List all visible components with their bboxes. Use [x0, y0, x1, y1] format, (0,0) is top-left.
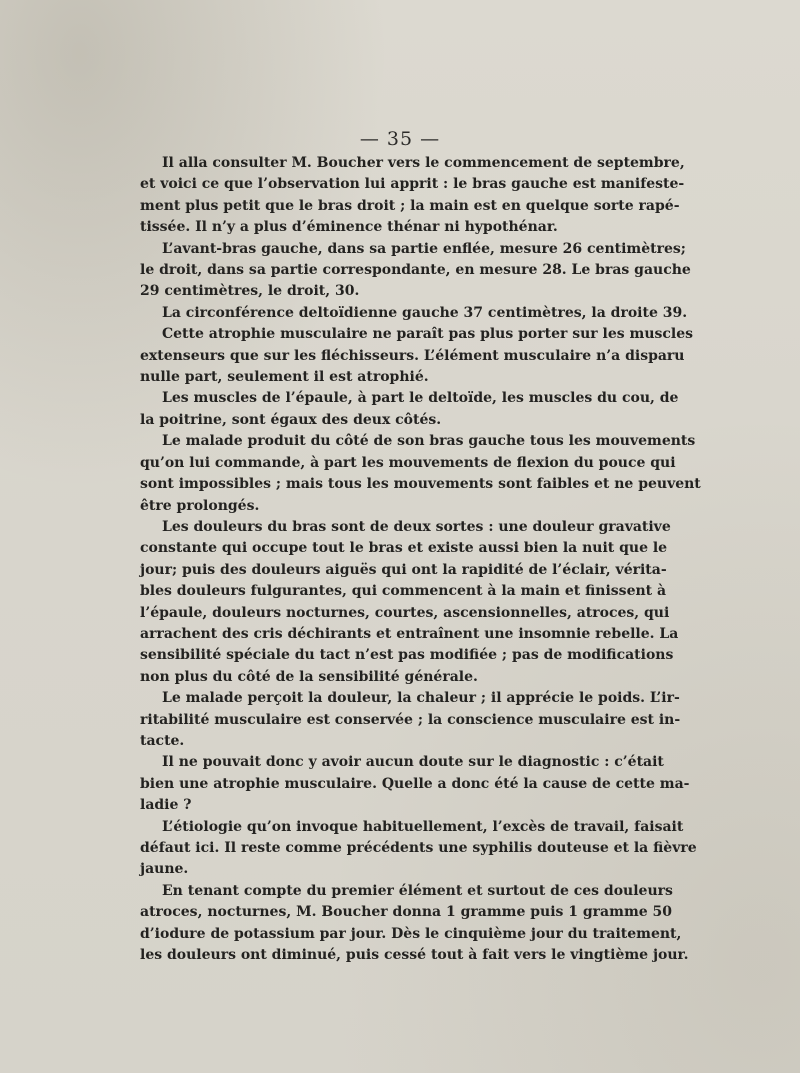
paragraph: [140, 324, 694, 388]
paragraph: [140, 388, 679, 431]
paragraph: [140, 881, 689, 967]
text-line: nulle part, seulement il est atrophié.: [140, 369, 429, 386]
text-line: d’iodure de potassium par jour. Dès le cinquième jour du traitement,: [140, 925, 682, 942]
text-line: les douleurs ont diminué, puis cessé tout à fait vers le vingtième jour.: [140, 947, 689, 964]
paragraph: [140, 517, 679, 688]
text-line: En tenant compte du premier élément et surtout de ces douleurs: [162, 882, 673, 899]
text-line: La circonférence deltoïdienne gauche 37 centimètres, la droite 39.: [162, 304, 688, 321]
text-line: la poitrine, sont égaux des deux côtés.: [140, 411, 442, 428]
text-line: Le malade perçoit la douleur, la chaleur ; il apprécie le poids. L’ir-: [162, 690, 680, 707]
text-line: sont impossibles ; mais tous les mouvements sont faibles et ne peuvent: [140, 476, 701, 493]
text-line: Les douleurs du bras sont de deux sortes : une douleur gravative: [162, 518, 671, 535]
text-line: L’étiologie qu’on invoque habituellement, l’excès de travail, faisait: [162, 818, 684, 835]
paragraph: [140, 431, 701, 517]
text-line: 29 centimètres, le droit, 30.: [140, 283, 360, 300]
text-line: être prolongés.: [140, 497, 260, 514]
paragraph: [140, 688, 681, 752]
text-line: Il alla consulter M. Boucher vers le commencement de septembre,: [162, 155, 685, 171]
text-line: non plus du côté de la sensibilité générale.: [140, 668, 478, 685]
text-line: bien une atrophie musculaire. Quelle a donc été la cause de cette ma-: [140, 775, 690, 792]
paragraph: [140, 153, 685, 239]
text-line: ritabilité musculaire est conservée ; la conscience musculaire est in-: [140, 711, 681, 728]
text-line: défaut ici. Il reste comme précédents une syphilis douteuse et la fièvre: [140, 840, 697, 856]
text-line: Les muscles de l’épaule, à part le deltoïde, les muscles du cou, de: [162, 390, 679, 407]
text-line: l’épaule, douleurs nocturnes, courtes, ascensionnelles, atroces, qui: [140, 604, 670, 621]
text-line: jour; puis des douleurs aiguës qui ont la rapidité de l’éclair, vérita-: [140, 561, 667, 578]
text-line: le droit, dans sa partie correspondante, en mesure 28. Le bras gauche: [140, 262, 691, 279]
text-line: arrachent des cris déchirants et entraînent une insomnie rebelle. La: [140, 625, 679, 642]
paragraph: [140, 817, 697, 881]
text-line: extenseurs que sur les fléchisseurs. L’élément musculaire n’a disparu: [140, 347, 685, 364]
text-line: constante qui occupe tout le bras et existe aussi bien la nuit que le: [140, 540, 668, 557]
text-line: bles douleurs fulgurantes, qui commencent à la main et finissent à: [140, 583, 667, 600]
text-line: ladie ?: [140, 797, 192, 814]
text-line: qu’on lui commande, à part les mouvements de flexion du pouce qui: [140, 454, 676, 471]
paragraph: [140, 239, 691, 303]
text-line: jaune.: [140, 861, 189, 878]
text-line: et voici ce que l’observation lui apprit : le bras gauche est manifeste-: [140, 176, 685, 193]
paragraph: [140, 303, 688, 324]
text-line: sensibilité spéciale du tact n’est pas modifiée ; pas de modifications: [140, 647, 674, 664]
text-line: L’avant-bras gauche, dans sa partie enflée, mesure 26 centimètres;: [162, 240, 686, 257]
text-line: Cette atrophie musculaire ne paraît pas plus porter sur les muscles: [162, 326, 694, 343]
text-line: Il ne pouvait donc y avoir aucun doute sur le diagnostic : c’était: [162, 754, 664, 771]
text-line: atroces, nocturnes, M. Boucher donna 1 gramme puis 1 gramme 50: [140, 904, 673, 921]
paragraph: [140, 752, 690, 816]
text-line: tacte.: [140, 732, 185, 749]
page-number: — 35 —: [359, 128, 441, 150]
text-line: Le malade produit du côté de son bras gauche tous les mouvements: [162, 433, 696, 450]
body-text: [140, 153, 701, 966]
text-line: tissée. Il n’y a plus d’éminence thénar ni hypothénar.: [140, 219, 558, 236]
text-line: ment plus petit que le bras droit ; la main est en quelque sorte rapé-: [140, 197, 680, 214]
